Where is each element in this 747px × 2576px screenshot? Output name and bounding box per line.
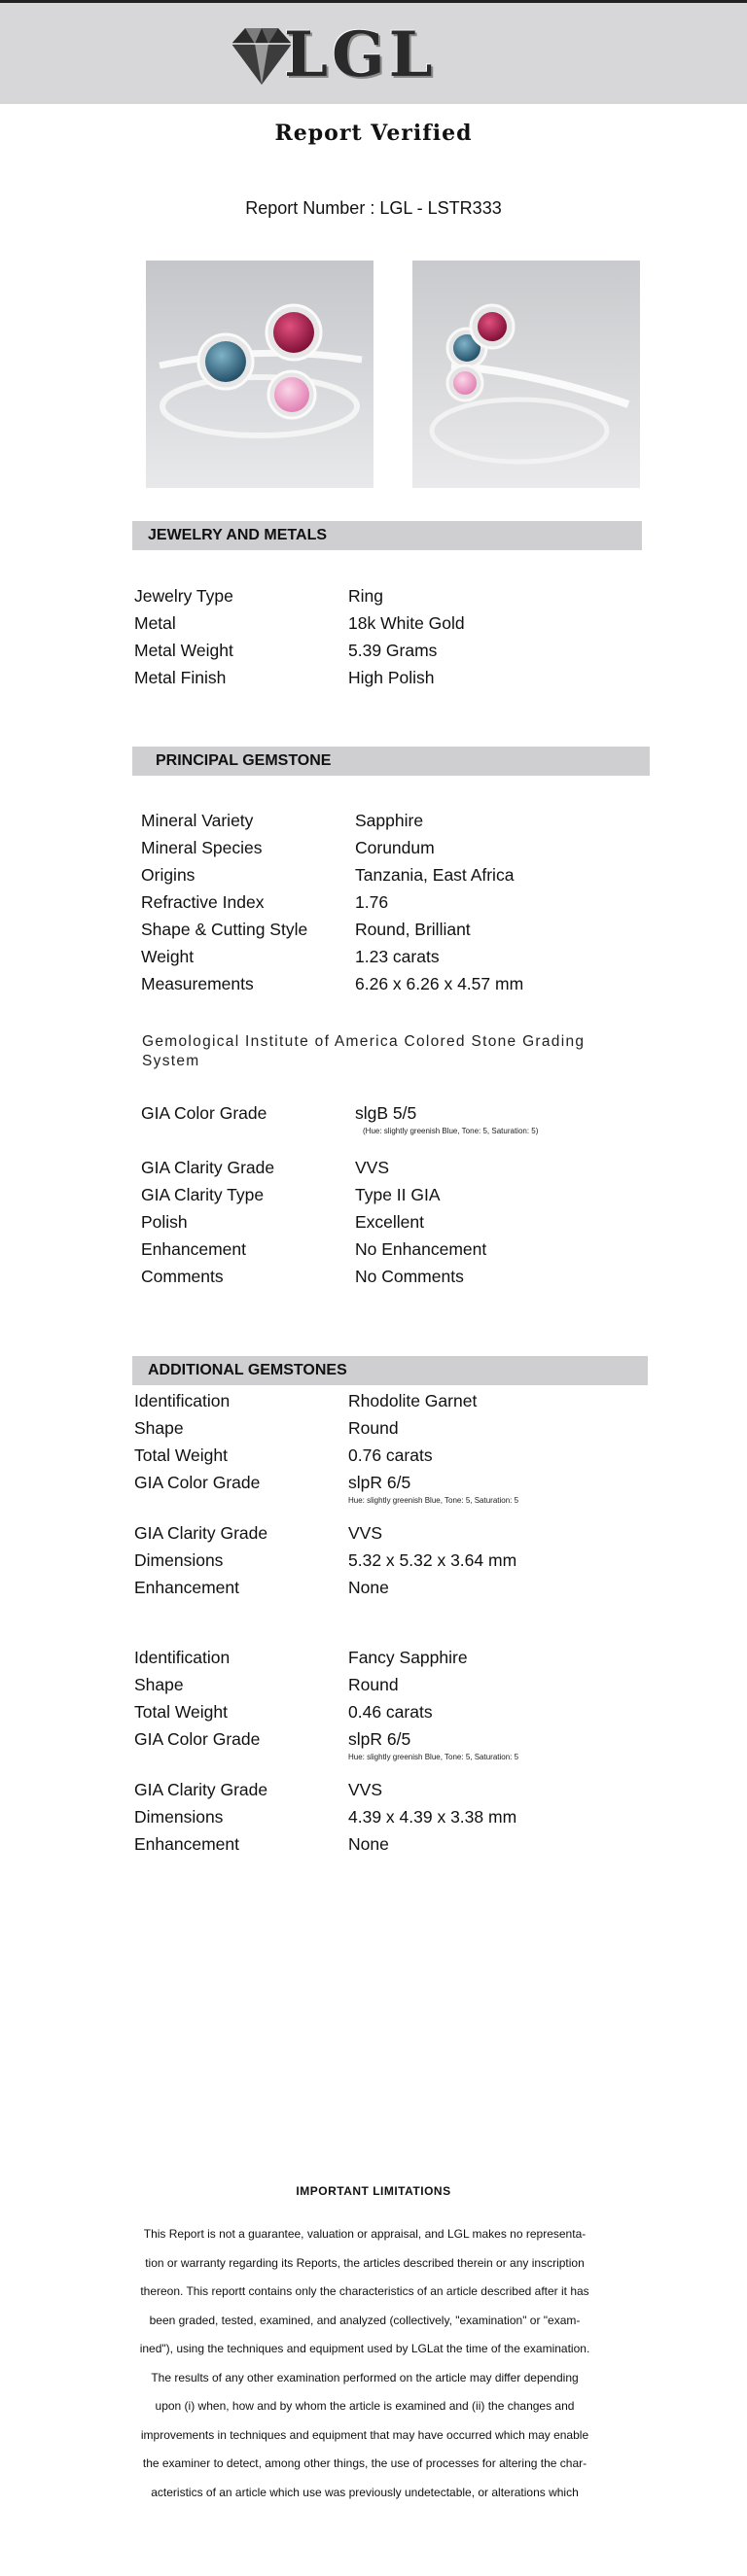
detail-label: Origins <box>141 865 196 885</box>
detail-label: Metal Finish <box>134 668 227 687</box>
limitations-line: thereon. This reportt contains only the characteristics of an article described after it has <box>140 2284 589 2298</box>
detail-value: Round, Brilliant <box>355 920 471 939</box>
logo-text: LGL <box>284 18 437 91</box>
color-grade-note: Hue: slightly greenish Blue, Tone: 5, Saturation: 5 <box>348 1496 519 1505</box>
detail-label: Enhancement <box>134 1578 239 1597</box>
detail-row <box>141 834 523 861</box>
detail-value: slpR 6/5 <box>348 1473 411 1492</box>
detail-value: High Polish <box>348 668 435 687</box>
limitations-line: tion or warranty regarding its Reports, the articles described therein or any inscription <box>145 2255 585 2270</box>
detail-label: Total Weight <box>134 1445 228 1465</box>
detail-row <box>134 1414 518 1442</box>
detail-label: Jewelry Type <box>134 586 233 606</box>
detail-row <box>134 1671 518 1698</box>
detail-row <box>141 1208 486 1236</box>
detail-label: Metal Weight <box>134 641 233 660</box>
detail-label: Comments <box>141 1267 224 1286</box>
detail-value: No Comments <box>355 1267 464 1286</box>
detail-row <box>134 1698 518 1725</box>
detail-value: slgB 5/5 <box>355 1103 417 1123</box>
detail-row <box>134 609 465 637</box>
detail-label: GIA Color Grade <box>134 1729 261 1749</box>
limitations-line: been graded, tested, examined, and analyzed (collectively, "examination" or "exam- <box>149 2313 581 2327</box>
limitations-line: upon (i) when, how and by whom the article is examined and (ii) the changes and <box>155 2399 575 2413</box>
detail-label: Refractive Index <box>141 892 265 912</box>
detail-value: 6.26 x 6.26 x 4.57 mm <box>355 974 524 993</box>
detail-row <box>141 1181 486 1208</box>
detail-label: Mineral Variety <box>141 811 254 830</box>
page-title: Report Verified <box>274 121 473 146</box>
color-grade-note: (Hue: slightly greenish Blue, Tone: 5, Saturation: 5) <box>363 1127 539 1135</box>
detail-label: GIA Color Grade <box>141 1103 267 1123</box>
detail-label: Enhancement <box>134 1834 239 1854</box>
detail-value: 5.39 Grams <box>348 641 438 660</box>
detail-row <box>141 861 523 888</box>
limitations-title: IMPORTANT LIMITATIONS <box>296 2184 451 2198</box>
detail-value: 4.39 x 4.39 x 3.38 mm <box>348 1807 517 1827</box>
detail-label: Identification <box>134 1648 231 1667</box>
detail-row <box>141 1154 486 1181</box>
principal-clarity-details <box>141 1154 486 1290</box>
detail-value: 18k White Gold <box>348 613 465 633</box>
lgl-logo <box>226 17 479 94</box>
limitations-line: the examiner to detect, among other things, the use of processes for altering the char- <box>142 2456 587 2470</box>
detail-value: 1.76 <box>355 892 389 912</box>
detail-value: Tanzania, East Africa <box>355 865 515 885</box>
detail-label: GIA Clarity Grade <box>134 1523 268 1543</box>
limitations-line: acteristics of an article which use was previously undetectable, or alterations which <box>151 2485 579 2499</box>
detail-row <box>134 1644 518 1671</box>
detail-row <box>134 1776 518 1803</box>
detail-row <box>134 1519 518 1547</box>
detail-row <box>134 1803 518 1830</box>
detail-value: VVS <box>348 1780 383 1799</box>
detail-label: Dimensions <box>134 1807 224 1827</box>
detail-label: Weight <box>141 947 195 966</box>
detail-value: 1.23 carats <box>355 947 440 966</box>
detail-value: 0.46 carats <box>348 1702 433 1722</box>
detail-label: Measurements <box>141 974 254 993</box>
detail-row <box>134 1387 518 1414</box>
section-heading-principal: PRINCIPAL GEMSTONE <box>132 747 650 776</box>
detail-label: Enhancement <box>141 1239 246 1259</box>
detail-label: GIA Clarity Type <box>141 1185 265 1204</box>
detail-row <box>141 888 523 916</box>
detail-value: Type II GIA <box>355 1185 441 1204</box>
detail-value: VVS <box>355 1158 390 1177</box>
section-heading-additional: ADDITIONAL GEMSTONES <box>132 1356 648 1385</box>
detail-value: Sapphire <box>355 811 424 830</box>
limitations-text <box>105 2220 624 2507</box>
detail-value: None <box>348 1578 389 1597</box>
gia-color-grade <box>141 1099 538 1140</box>
ring-photo-side <box>412 261 640 488</box>
detail-label: Dimensions <box>134 1550 224 1570</box>
detail-row <box>134 1469 518 1496</box>
detail-label: GIA Clarity Grade <box>134 1780 268 1799</box>
detail-row <box>141 970 523 997</box>
detail-row <box>134 1574 518 1601</box>
detail-label: GIA Clarity Grade <box>141 1158 275 1177</box>
detail-label: Identification <box>134 1391 231 1410</box>
limitations-line: ined"), using the techniques and equipment used by LGLat the time of the examination. <box>139 2342 590 2355</box>
detail-label: Shape <box>134 1675 184 1694</box>
additional-stone-1 <box>134 1387 518 1601</box>
gia-grading-heading: Gemological Institute of America Colored Stone Grading System <box>142 1033 586 1069</box>
detail-row <box>134 1547 518 1574</box>
detail-value: 0.76 carats <box>348 1445 433 1465</box>
jewelry-details <box>134 582 465 691</box>
additional-stone-2 <box>134 1644 518 1858</box>
detail-label: Mineral Species <box>141 838 263 857</box>
detail-row <box>141 807 523 834</box>
detail-value: Round <box>348 1675 399 1694</box>
detail-row <box>134 637 465 664</box>
detail-row <box>134 1830 518 1858</box>
detail-value: Excellent <box>355 1212 425 1232</box>
detail-row <box>134 1442 518 1469</box>
detail-label: Total Weight <box>134 1702 228 1722</box>
detail-row <box>134 1725 518 1753</box>
principal-details <box>141 807 523 997</box>
detail-row <box>141 943 523 970</box>
detail-value: Rhodolite Garnet <box>348 1391 478 1410</box>
detail-value: slpR 6/5 <box>348 1729 411 1749</box>
detail-value: None <box>348 1834 389 1854</box>
detail-value: Ring <box>348 586 383 606</box>
detail-label: Shape <box>134 1418 184 1438</box>
detail-value: Fancy Sapphire <box>348 1648 468 1667</box>
detail-row <box>134 664 465 691</box>
detail-value: Corundum <box>355 838 435 857</box>
detail-label: Shape & Cutting Style <box>141 920 308 939</box>
ring-photo-front <box>146 261 374 488</box>
detail-row <box>141 1236 486 1263</box>
section-heading-jewelry: JEWELRY AND METALS <box>132 521 642 550</box>
detail-value: No Enhancement <box>355 1239 487 1259</box>
detail-row <box>141 916 523 943</box>
report-number: Report Number : LGL - LSTR333 <box>245 198 502 218</box>
detail-label: Polish <box>141 1212 188 1232</box>
detail-row <box>141 1263 486 1290</box>
header-banner <box>0 0 747 104</box>
detail-label: GIA Color Grade <box>134 1473 261 1492</box>
detail-row <box>141 1099 538 1127</box>
detail-value: VVS <box>348 1523 383 1543</box>
color-grade-note: Hue: slightly greenish Blue, Tone: 5, Saturation: 5 <box>348 1753 519 1761</box>
limitations-line: improvements in techniques and equipment that may have occurred which may enable <box>140 2427 589 2442</box>
detail-value: 5.32 x 5.32 x 3.64 mm <box>348 1550 517 1570</box>
detail-label: Metal <box>134 613 176 633</box>
detail-value: Round <box>348 1418 399 1438</box>
limitations-line: The results of any other examination performed on the article may differ depending <box>151 2370 579 2385</box>
limitations-line: This Report is not a guarantee, valuation or appraisal, and LGL makes no representa- <box>143 2227 587 2241</box>
detail-row <box>134 582 465 609</box>
